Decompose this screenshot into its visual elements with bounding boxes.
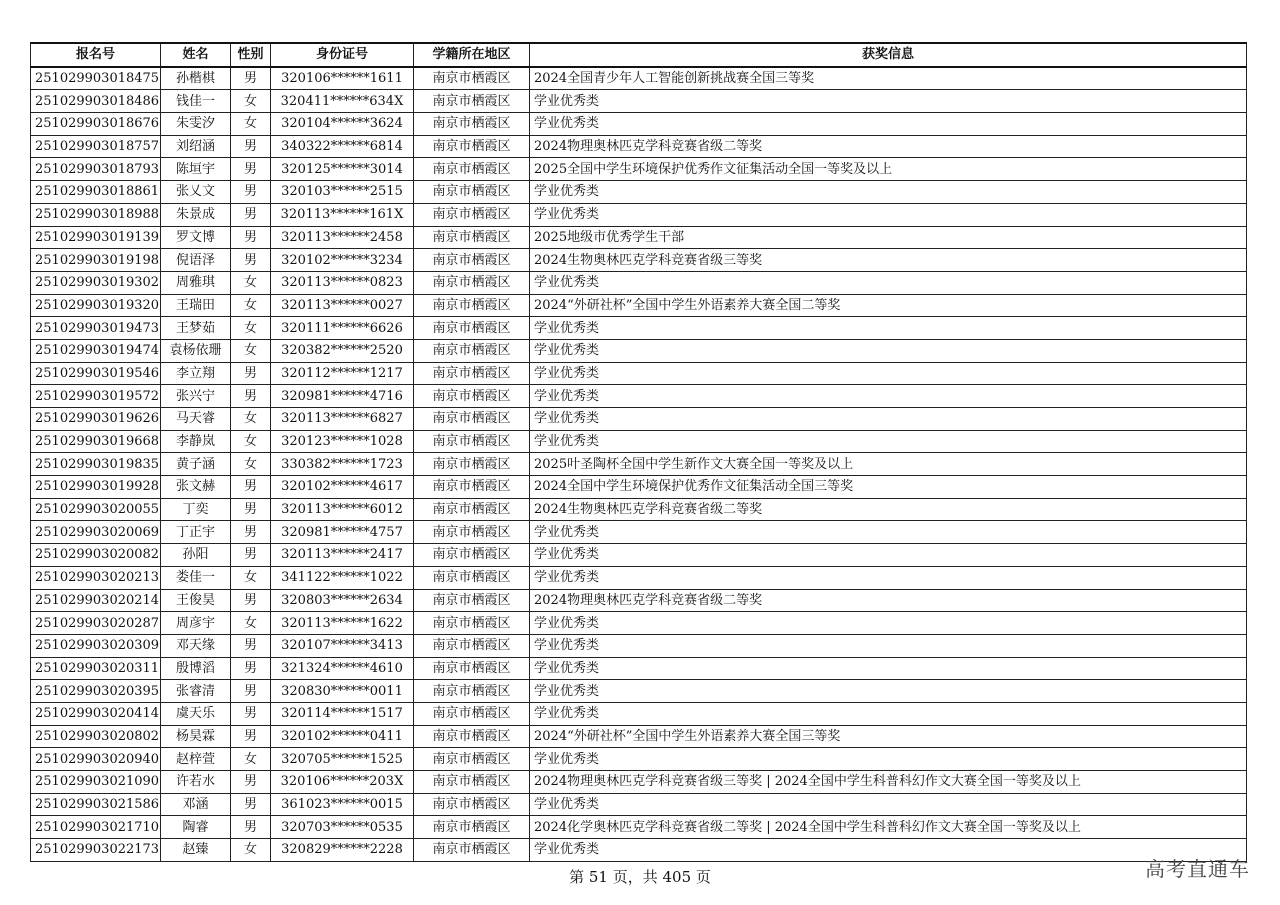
table-row: [31, 362, 1247, 385]
cell-name: 周彦宇: [161, 612, 231, 635]
cell-id-card: 320382******2520: [271, 339, 414, 362]
cell-name: 赵臻: [161, 839, 231, 862]
cell-sex: 男: [231, 498, 271, 521]
cell-award: 学业优秀类: [530, 408, 1247, 431]
cell-award: 2025叶圣陶杯全国中学生新作文大赛全国一等奖及以上: [530, 453, 1247, 476]
table-row: [31, 634, 1247, 657]
cell-reg-no: 251029903020311: [31, 657, 161, 680]
cell-sex: 女: [231, 430, 271, 453]
cell-name: 李静岚: [161, 430, 231, 453]
table-row: [31, 249, 1247, 272]
cell-sex: 男: [231, 702, 271, 725]
header-sex: 性别: [231, 43, 271, 67]
cell-id-card: 320123******1028: [271, 430, 414, 453]
cell-award: 2024“外研社杯”全国中学生外语素养大赛全国二等奖: [530, 294, 1247, 317]
cell-reg-no: 251029903022173: [31, 839, 161, 862]
cell-region: 南京市栖霞区: [414, 612, 530, 635]
cell-region: 南京市栖霞区: [414, 816, 530, 839]
cell-name: 刘绍涵: [161, 135, 231, 158]
table-body: [31, 67, 1247, 862]
cell-award: 2025全国中学生环境保护优秀作文征集活动全国一等奖及以上: [530, 158, 1247, 181]
cell-name: 周雅琪: [161, 271, 231, 294]
table-row: [31, 816, 1247, 839]
cell-award: 2024物理奥林匹克学科竞赛省级二等奖: [530, 135, 1247, 158]
cell-reg-no: 251029903018988: [31, 203, 161, 226]
cell-sex: 女: [231, 612, 271, 635]
cell-reg-no: 251029903018793: [31, 158, 161, 181]
cell-reg-no: 251029903019546: [31, 362, 161, 385]
cell-id-card: 320113******6012: [271, 498, 414, 521]
cell-name: 陈垣宇: [161, 158, 231, 181]
cell-name: 王俊昊: [161, 589, 231, 612]
cell-reg-no: 251029903020082: [31, 544, 161, 567]
cell-reg-no: 251029903019473: [31, 317, 161, 340]
cell-reg-no: 251029903020055: [31, 498, 161, 521]
header-reg-no: 报名号: [31, 43, 161, 67]
cell-id-card: 320411******634X: [271, 90, 414, 113]
table-row: [31, 498, 1247, 521]
cell-sex: 男: [231, 793, 271, 816]
cell-award: 学业优秀类: [530, 566, 1247, 589]
cell-id-card: 340322******6814: [271, 135, 414, 158]
cell-region: 南京市栖霞区: [414, 408, 530, 431]
table-row: [31, 839, 1247, 862]
cell-region: 南京市栖霞区: [414, 680, 530, 703]
cell-name: 殷博滔: [161, 657, 231, 680]
cell-reg-no: 251029903018757: [31, 135, 161, 158]
table-row: [31, 158, 1247, 181]
cell-sex: 女: [231, 113, 271, 136]
table-row: [31, 725, 1247, 748]
cell-reg-no: 251029903019474: [31, 339, 161, 362]
cell-region: 南京市栖霞区: [414, 113, 530, 136]
cell-region: 南京市栖霞区: [414, 203, 530, 226]
table-row: [31, 476, 1247, 499]
cell-id-card: 320113******1622: [271, 612, 414, 635]
cell-award: 学业优秀类: [530, 748, 1247, 771]
cell-id-card: 320125******3014: [271, 158, 414, 181]
cell-region: 南京市栖霞区: [414, 294, 530, 317]
cell-award: 学业优秀类: [530, 181, 1247, 204]
cell-name: 张睿清: [161, 680, 231, 703]
cell-award: 学业优秀类: [530, 271, 1247, 294]
cell-region: 南京市栖霞区: [414, 566, 530, 589]
cell-award: 学业优秀类: [530, 430, 1247, 453]
cell-name: 钱佳一: [161, 90, 231, 113]
header-id-card: 身份证号: [271, 43, 414, 67]
table-row: [31, 203, 1247, 226]
cell-name: 张兴宁: [161, 385, 231, 408]
cell-region: 南京市栖霞区: [414, 249, 530, 272]
cell-name: 罗文博: [161, 226, 231, 249]
cell-id-card: 320981******4757: [271, 521, 414, 544]
cell-sex: 男: [231, 67, 271, 90]
cell-region: 南京市栖霞区: [414, 339, 530, 362]
cell-name: 赵梓萱: [161, 748, 231, 771]
cell-reg-no: 251029903020069: [31, 521, 161, 544]
cell-reg-no: 251029903019626: [31, 408, 161, 431]
cell-reg-no: 251029903019835: [31, 453, 161, 476]
cell-reg-no: 251029903019302: [31, 271, 161, 294]
table-row: [31, 339, 1247, 362]
cell-award: 学业优秀类: [530, 362, 1247, 385]
cell-id-card: 320111******6626: [271, 317, 414, 340]
cell-region: 南京市栖霞区: [414, 793, 530, 816]
table-row: [31, 566, 1247, 589]
student-award-table: [30, 42, 1247, 862]
table-row: [31, 408, 1247, 431]
cell-name: 杨昊霖: [161, 725, 231, 748]
cell-sex: 男: [231, 657, 271, 680]
cell-id-card: 320705******1525: [271, 748, 414, 771]
cell-id-card: 320113******2458: [271, 226, 414, 249]
cell-name: 邓涵: [161, 793, 231, 816]
table-row: [31, 771, 1247, 794]
cell-sex: 男: [231, 385, 271, 408]
table-row: [31, 181, 1247, 204]
cell-region: 南京市栖霞区: [414, 430, 530, 453]
cell-id-card: 330382******1723: [271, 453, 414, 476]
cell-award: 学业优秀类: [530, 203, 1247, 226]
cell-name: 丁奕: [161, 498, 231, 521]
cell-award: 学业优秀类: [530, 612, 1247, 635]
cell-award: 学业优秀类: [530, 793, 1247, 816]
cell-reg-no: 251029903018676: [31, 113, 161, 136]
cell-id-card: 321324******4610: [271, 657, 414, 680]
table-row: [31, 793, 1247, 816]
cell-region: 南京市栖霞区: [414, 498, 530, 521]
cell-region: 南京市栖霞区: [414, 453, 530, 476]
cell-id-card: 320113******0823: [271, 271, 414, 294]
cell-reg-no: 251029903020414: [31, 702, 161, 725]
cell-reg-no: 251029903020213: [31, 566, 161, 589]
cell-id-card: 320113******2417: [271, 544, 414, 567]
cell-name: 李立翔: [161, 362, 231, 385]
cell-name: 王梦茹: [161, 317, 231, 340]
cell-name: 娄佳一: [161, 566, 231, 589]
table-row: [31, 317, 1247, 340]
cell-id-card: 320830******0011: [271, 680, 414, 703]
table-row: [31, 67, 1247, 90]
cell-id-card: 320102******3234: [271, 249, 414, 272]
cell-sex: 男: [231, 544, 271, 567]
table-row: [31, 544, 1247, 567]
table-row: [31, 226, 1247, 249]
page-number: 第 51 页，共 405 页: [569, 868, 711, 886]
cell-sex: 男: [231, 135, 271, 158]
cell-id-card: 361023******0015: [271, 793, 414, 816]
cell-region: 南京市栖霞区: [414, 634, 530, 657]
cell-sex: 男: [231, 362, 271, 385]
cell-name: 黄子涵: [161, 453, 231, 476]
cell-id-card: 320113******6827: [271, 408, 414, 431]
cell-reg-no: 251029903019572: [31, 385, 161, 408]
cell-sex: 女: [231, 453, 271, 476]
cell-reg-no: 251029903019198: [31, 249, 161, 272]
table-row: [31, 90, 1247, 113]
cell-region: 南京市栖霞区: [414, 521, 530, 544]
cell-award: 2024化学奥林匹克学科竞赛省级二等奖 | 2024全国中学生科普科幻作文大赛全国一等奖及以上: [530, 816, 1247, 839]
cell-sex: 女: [231, 271, 271, 294]
cell-region: 南京市栖霞区: [414, 135, 530, 158]
cell-name: 袁杨依珊: [161, 339, 231, 362]
cell-award: 学业优秀类: [530, 385, 1247, 408]
cell-sex: 男: [231, 226, 271, 249]
cell-id-card: 320829******2228: [271, 839, 414, 862]
cell-award: 学业优秀类: [530, 339, 1247, 362]
cell-name: 虞天乐: [161, 702, 231, 725]
cell-award: 学业优秀类: [530, 702, 1247, 725]
cell-name: 张乂文: [161, 181, 231, 204]
cell-reg-no: 251029903020214: [31, 589, 161, 612]
cell-name: 朱景成: [161, 203, 231, 226]
cell-name: 孙阳: [161, 544, 231, 567]
table-row: [31, 294, 1247, 317]
cell-award: 学业优秀类: [530, 544, 1247, 567]
cell-award: 2024全国中学生环境保护优秀作文征集活动全国三等奖: [530, 476, 1247, 499]
cell-award: 学业优秀类: [530, 90, 1247, 113]
cell-sex: 女: [231, 90, 271, 113]
cell-award: 学业优秀类: [530, 839, 1247, 862]
cell-award: 2025地级市优秀学生干部: [530, 226, 1247, 249]
cell-reg-no: 251029903019139: [31, 226, 161, 249]
cell-sex: 男: [231, 680, 271, 703]
cell-reg-no: 251029903018486: [31, 90, 161, 113]
cell-award: 2024物理奥林匹克学科竞赛省级三等奖 | 2024全国中学生科普科幻作文大赛全国一等奖及以上: [530, 771, 1247, 794]
cell-region: 南京市栖霞区: [414, 476, 530, 499]
cell-reg-no: 251029903020395: [31, 680, 161, 703]
header-name: 姓名: [161, 43, 231, 67]
cell-sex: 男: [231, 476, 271, 499]
cell-sex: 女: [231, 408, 271, 431]
cell-reg-no: 251029903021710: [31, 816, 161, 839]
cell-award: 学业优秀类: [530, 113, 1247, 136]
cell-award: 学业优秀类: [530, 317, 1247, 340]
table-row: [31, 113, 1247, 136]
cell-sex: 男: [231, 725, 271, 748]
cell-sex: 男: [231, 158, 271, 181]
cell-id-card: 320113******161X: [271, 203, 414, 226]
cell-region: 南京市栖霞区: [414, 657, 530, 680]
cell-award: 学业优秀类: [530, 680, 1247, 703]
table-row: [31, 702, 1247, 725]
cell-region: 南京市栖霞区: [414, 725, 530, 748]
cell-region: 南京市栖霞区: [414, 702, 530, 725]
cell-id-card: 320102******4617: [271, 476, 414, 499]
cell-name: 王瑞田: [161, 294, 231, 317]
table-header-row: [31, 43, 1247, 67]
cell-id-card: 320112******1217: [271, 362, 414, 385]
cell-reg-no: 251029903019320: [31, 294, 161, 317]
cell-sex: 女: [231, 748, 271, 771]
cell-region: 南京市栖霞区: [414, 317, 530, 340]
cell-sex: 女: [231, 294, 271, 317]
cell-id-card: 320114******1517: [271, 702, 414, 725]
cell-name: 马天睿: [161, 408, 231, 431]
cell-sex: 女: [231, 566, 271, 589]
cell-reg-no: 251029903020802: [31, 725, 161, 748]
cell-region: 南京市栖霞区: [414, 771, 530, 794]
cell-region: 南京市栖霞区: [414, 544, 530, 567]
cell-id-card: 320981******4716: [271, 385, 414, 408]
header-award: 获奖信息: [530, 43, 1247, 67]
table-row: [31, 521, 1247, 544]
table-row: [31, 612, 1247, 635]
cell-award: 2024物理奥林匹克学科竞赛省级二等奖: [530, 589, 1247, 612]
cell-reg-no: 251029903021586: [31, 793, 161, 816]
cell-award: 2024全国青少年人工智能创新挑战赛全国三等奖: [530, 67, 1247, 90]
cell-id-card: 320106******1611: [271, 67, 414, 90]
cell-id-card: 341122******1022: [271, 566, 414, 589]
cell-award: 2024生物奥林匹克学科竞赛省级二等奖: [530, 498, 1247, 521]
cell-region: 南京市栖霞区: [414, 748, 530, 771]
cell-sex: 男: [231, 634, 271, 657]
cell-name: 张文赫: [161, 476, 231, 499]
cell-name: 倪语泽: [161, 249, 231, 272]
cell-name: 丁正宇: [161, 521, 231, 544]
cell-region: 南京市栖霞区: [414, 385, 530, 408]
cell-sex: 男: [231, 771, 271, 794]
cell-reg-no: 251029903020940: [31, 748, 161, 771]
cell-reg-no: 251029903019928: [31, 476, 161, 499]
table-row: [31, 271, 1247, 294]
cell-name: 邓天缘: [161, 634, 231, 657]
cell-sex: 男: [231, 521, 271, 544]
cell-award: 学业优秀类: [530, 634, 1247, 657]
watermark-text: 高考直通车: [1145, 857, 1250, 881]
cell-id-card: 320106******203X: [271, 771, 414, 794]
cell-award: 学业优秀类: [530, 657, 1247, 680]
cell-name: 陶睿: [161, 816, 231, 839]
cell-id-card: 320103******2515: [271, 181, 414, 204]
cell-sex: 女: [231, 839, 271, 862]
table-row: [31, 680, 1247, 703]
cell-id-card: 320113******0027: [271, 294, 414, 317]
cell-sex: 男: [231, 181, 271, 204]
cell-id-card: 320803******2634: [271, 589, 414, 612]
cell-region: 南京市栖霞区: [414, 158, 530, 181]
cell-region: 南京市栖霞区: [414, 271, 530, 294]
table-row: [31, 748, 1247, 771]
table-row: [31, 453, 1247, 476]
cell-sex: 男: [231, 816, 271, 839]
cell-name: 孙楷棋: [161, 67, 231, 90]
table-row: [31, 385, 1247, 408]
cell-reg-no: 251029903020309: [31, 634, 161, 657]
cell-award: 2024生物奥林匹克学科竞赛省级三等奖: [530, 249, 1247, 272]
cell-sex: 女: [231, 339, 271, 362]
table-row: [31, 430, 1247, 453]
cell-reg-no: 251029903018475: [31, 67, 161, 90]
cell-region: 南京市栖霞区: [414, 67, 530, 90]
cell-id-card: 320703******0535: [271, 816, 414, 839]
cell-id-card: 320104******3624: [271, 113, 414, 136]
cell-id-card: 320107******3413: [271, 634, 414, 657]
cell-name: 朱雯汐: [161, 113, 231, 136]
cell-reg-no: 251029903018861: [31, 181, 161, 204]
cell-id-card: 320102******0411: [271, 725, 414, 748]
cell-name: 许若水: [161, 771, 231, 794]
cell-region: 南京市栖霞区: [414, 589, 530, 612]
cell-sex: 男: [231, 589, 271, 612]
cell-sex: 男: [231, 249, 271, 272]
cell-reg-no: 251029903020287: [31, 612, 161, 635]
table-row: [31, 589, 1247, 612]
cell-award: 2024“外研社杯”全国中学生外语素养大赛全国三等奖: [530, 725, 1247, 748]
cell-region: 南京市栖霞区: [414, 90, 530, 113]
cell-award: 学业优秀类: [530, 521, 1247, 544]
cell-region: 南京市栖霞区: [414, 839, 530, 862]
cell-region: 南京市栖霞区: [414, 362, 530, 385]
cell-sex: 女: [231, 317, 271, 340]
cell-sex: 男: [231, 203, 271, 226]
table-row: [31, 135, 1247, 158]
header-region: 学籍所在地区: [414, 43, 530, 67]
cell-region: 南京市栖霞区: [414, 226, 530, 249]
table-row: [31, 657, 1247, 680]
cell-reg-no: 251029903021090: [31, 771, 161, 794]
cell-reg-no: 251029903019668: [31, 430, 161, 453]
cell-region: 南京市栖霞区: [414, 181, 530, 204]
